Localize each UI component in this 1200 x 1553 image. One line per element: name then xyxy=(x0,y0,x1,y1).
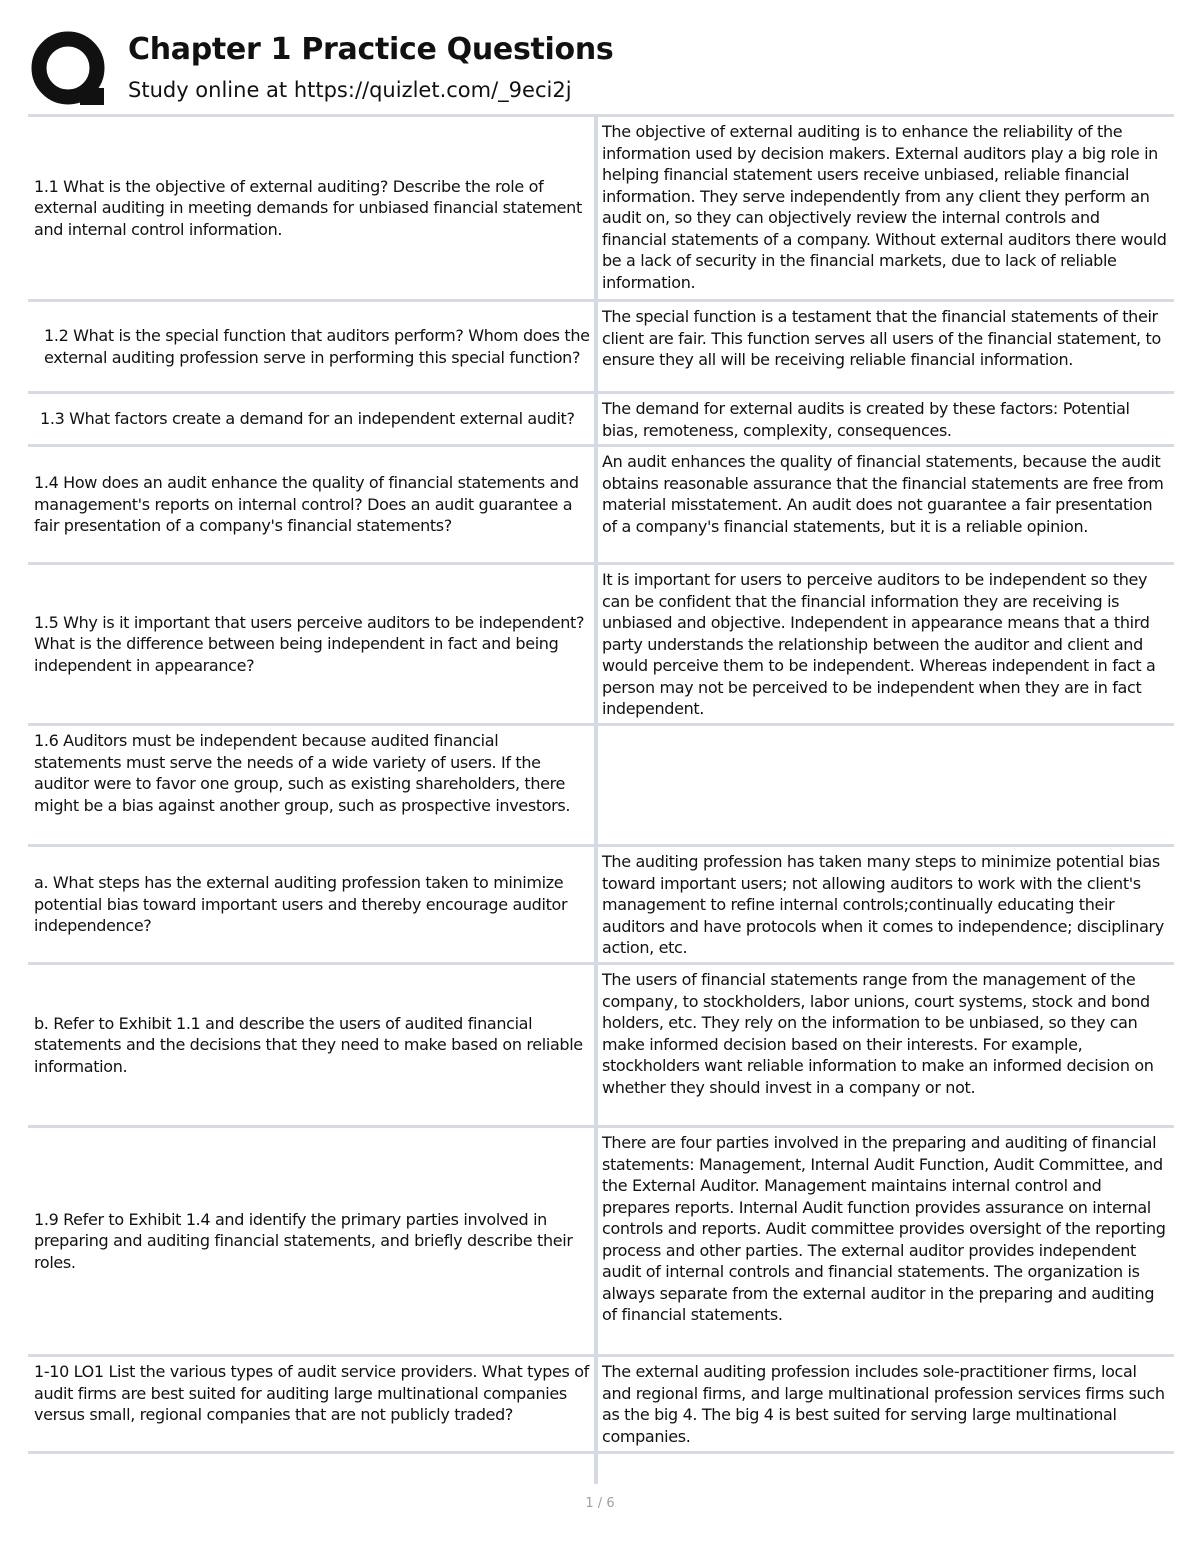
study-online-link[interactable]: Study online at https://quizlet.com/_9eci2j xyxy=(128,78,572,102)
card-term: 1.5 Why is it important that users perceive auditors to be independent? What is the difference between being independent in fact and being independent in appearance? xyxy=(34,612,585,675)
card-row-6 xyxy=(28,726,1174,847)
card-row-5 xyxy=(28,565,1174,726)
page-title: Chapter 1 Practice Questions xyxy=(128,32,614,67)
card-row-3 xyxy=(28,394,1174,447)
card-definition: The external auditing profession includes sole-practitioner firms, local and regional firms, and large multinational profession services firms such as the big 4. The big 4 is best suited for serving large multinational companies. xyxy=(602,1362,1165,1446)
card-term: 1.2 What is the special function that auditors perform? Whom does the external auditing profession serve in performing this special function? xyxy=(44,326,590,367)
card-definition: The special function is a testament that the financial statements of their client are fair. This function serves all users of the financial statement, to ensure they all will be receiving reliable financial information. xyxy=(602,307,1161,369)
card-term: 1.4 How does an audit enhance the quality of financial statements and management's reports on internal control? Does an audit guarantee a fair presentation of a company's financial statements? xyxy=(34,473,579,536)
card-definition: The objective of external auditing is to enhance the reliability of the information used by decision makers. External auditors play a big role in helping financial statement users receive unbiased, reliable financial information. They serve independently from any client they perform an audit on, so they can objectively review the internal controls and financial statements of a company. Without external auditors there would be a lack of security in the financial markets, due to lack of reliable information. xyxy=(602,122,1167,292)
card-definition: There are four parties involved in the preparing and auditing of financial statements: Management, Internal Audit Function, Audit Committee, and the External Auditor. Management maintains internal control and prepares reports. Internal Audit function provides assurance on internal controls and reports. Audit committee provides oversight of the reporting process and other parties. The external auditor provides independent audit of internal controls and financial statements. The organization is always separate from the external auditor in the preparing and auditing of financial statements. xyxy=(602,1133,1166,1324)
card-row-7 xyxy=(28,847,1174,965)
page-header xyxy=(30,28,1170,108)
card-term: 1.9 Refer to Exhibit 1.4 and identify the primary parties involved in preparing and auditing financial statements, and briefly describe their roles. xyxy=(34,1209,573,1272)
card-definition: It is important for users to perceive auditors to be independent so they can be confident that the financial information they are receiving is unbiased and objective. Independent in appearance means that a third party understands the relationship between the auditor and client and would perceive them to be independent. Whereas independent in fact a person may not be perceived to be independent when they are in fact independent. xyxy=(602,570,1156,718)
card-row-4 xyxy=(28,447,1174,565)
card-definition: The demand for external audits is created by these factors: Potential bias, remoteness, complexity, consequences. xyxy=(602,399,1130,440)
flashcard-list xyxy=(28,114,1174,1454)
card-term: 1-10 LO1 List the various types of audit service providers. What types of audit firms are best suited for auditing large multinational companies versus small, regional companies that are not publicly traded? xyxy=(34,1362,589,1424)
card-definition: An audit enhances the quality of financial statements, because the audit obtains reasonable assurance that the financial statements are free from material misstatement. An audit does not guarantee a fair presentation of a company's financial statements, but it is a reliable opinion. xyxy=(602,452,1164,536)
card-definition xyxy=(598,726,1174,844)
card-definition: The auditing profession has taken many steps to minimize potential bias toward important users; not allowing auditors to work with the client's management to refine internal controls;continually educating their auditors and have protocols when it comes to independence; disciplinary action, etc. xyxy=(602,852,1164,957)
card-term: b. Refer to Exhibit 1.1 and describe the users of audited financial statements and the decisions that they need to make based on reliable information. xyxy=(34,1013,583,1076)
page-number: 1 / 6 xyxy=(585,1496,615,1511)
column-divider-continuation xyxy=(594,1444,598,1484)
quizlet-logo-icon xyxy=(30,30,110,110)
card-row-2 xyxy=(28,302,1174,394)
card-row-9 xyxy=(28,1128,1174,1357)
card-term: 1.6 Auditors must be independent because audited financial statements must serve the needs of a wide variety of users. If the auditor were to favor one group, such as existing shareholders, there might be a bias against another group, such as prospective investors. xyxy=(34,731,571,815)
card-term: a. What steps has the external auditing profession taken to minimize potential bias toward important users and thereby encourage auditor independence? xyxy=(34,873,568,936)
card-term: 1.3 What factors create a demand for an independent external audit? xyxy=(40,409,575,429)
card-term: 1.1 What is the objective of external auditing? Describe the role of external auditing in meeting demands for unbiased financial statement and internal control information. xyxy=(34,176,582,239)
card-row-10 xyxy=(28,1357,1174,1454)
card-row-1 xyxy=(28,114,1174,302)
card-definition: The users of financial statements range from the management of the company, to stockholders, labor unions, court systems, stock and bond holders, etc. They rely on the information to be unbiased, so they can make informed decision based on their interests. For example, stockholders want reliable information to make an informed decision on whether they should invest in a company or not. xyxy=(602,970,1154,1097)
card-row-8 xyxy=(28,965,1174,1128)
